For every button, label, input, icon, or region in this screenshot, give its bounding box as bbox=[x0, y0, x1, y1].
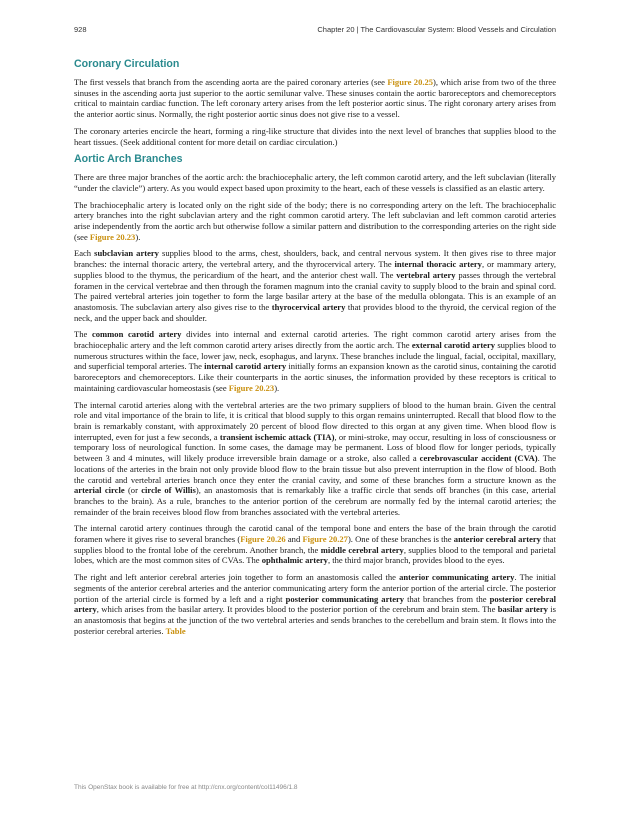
text-run: ). bbox=[135, 231, 141, 242]
key-term: thyrocervical artery bbox=[271, 301, 346, 312]
text-run: Each bbox=[74, 248, 95, 259]
text-run: ). bbox=[274, 382, 280, 393]
text-run: The first vessels that branch from the ascending aorta are the paired coronary arteries (see bbox=[74, 77, 388, 87]
text-run: is an anastomosis that begins at the junction of the two vertebral arteries and sends branches to the cerebellum and brain stem. It flows into the posterior cerebral arteries. bbox=[74, 604, 556, 636]
text-run: , which arises from the basilar artery. It provides blood to the posterior portion of the cerebrum and brain stem. The bbox=[96, 604, 498, 615]
paragraph bbox=[74, 523, 556, 566]
key-term: internal carotid artery bbox=[204, 361, 287, 372]
page-number: 928 bbox=[74, 25, 87, 34]
key-term: middle cerebral artery bbox=[320, 544, 404, 555]
paragraph bbox=[74, 77, 556, 120]
text-run: that branches from the bbox=[404, 593, 490, 604]
text-run: The brachiocephalic artery is located only on the right side of the body; there is no corresponding artery on the left. The brachiocephalic artery branches into the right subclavian artery and the right common carotid artery. The left subclavian and left common carotid arteries arise independently from the aortic arch but otherwise follow a similar pattern and distribution to the corresponding arteries on the right side (see bbox=[74, 199, 556, 242]
section-heading: Coronary Circulation bbox=[74, 58, 180, 70]
text-run: divides into internal and external carotid arteries. The right common carotid artery arises from the brachiocephalic artery and the left common carotid artery arises directly from the aortic arch. The bbox=[74, 329, 556, 351]
figure-link[interactable]: Table bbox=[165, 625, 186, 636]
paragraph bbox=[74, 248, 556, 323]
text-run: ). One of these branches is the bbox=[347, 534, 454, 545]
text-run: supplies blood to the arms, chest, shoulders, back, and central nervous system. It then gives rise to three major branches: the internal thoracic artery, the vertebral artery, and the thyrocervical artery. The bbox=[74, 248, 556, 270]
key-term: vertebral artery bbox=[396, 269, 456, 280]
figure-link[interactable]: Figure 20.27 bbox=[302, 534, 348, 545]
key-term: ophthalmic artery bbox=[261, 555, 328, 566]
text-run: , supplies blood to the temporal and parietal lobes, which are the most common sites of CVAs. The bbox=[74, 544, 557, 566]
text-run: initially forms an expansion known as the carotid sinus, containing the carotid baroreceptors and chemoreceptors. Like their counterparts in the aortic sinuses, the information provided by these receptors is critical to maintaining cardiovascular homeostasis (see bbox=[74, 361, 557, 393]
figure-link[interactable]: Figure 20.23 bbox=[228, 382, 275, 393]
section-heading: Aortic Arch Branches bbox=[74, 153, 183, 166]
paragraph bbox=[74, 400, 556, 518]
text-run: (or bbox=[124, 485, 142, 496]
text-run: that provides blood to the thyroid, the cervical region of the neck, and the upper back and shoulder. bbox=[74, 301, 557, 323]
paragraph bbox=[74, 572, 556, 636]
chapter-title: Chapter 20 | The Cardiovascular System: Blood Vessels and Circulation bbox=[317, 25, 556, 34]
text-run: , or mini-stroke, may occur, resulting in loss of consciousness or temporary loss of neurological function. In some cases, the damage may be permanent. Loss of blood flow for longer periods, typically between 3 and 4 minutes, will likely produce irreversible brain damage or a stroke, also called a bbox=[74, 431, 556, 464]
paragraph bbox=[74, 200, 556, 243]
text-run: The coronary arteries encircle the heart, forming a ring-like structure that divides into the next level of branches that supplies blood to the heart tissues. (Seek additional content for more detail on cardiac circulation.) bbox=[74, 125, 556, 147]
key-term: subclavian artery bbox=[94, 248, 159, 259]
text-run: . The locations of the arteries in the brain not only provide blood flow to the brain tissue but also prevent interruption in the flow of blood. Both the carotid and vertebral arteries branch once they enter the cranial cavity, and some of these branches form a structure known as the bbox=[74, 453, 556, 485]
figure-link[interactable]: Figure 20.26 bbox=[240, 534, 286, 545]
key-term: external carotid artery bbox=[411, 340, 496, 351]
text-run: ), which arise from two of the three sinuses in the ascending aorta just superior to the aortic semilunar valve. These sinuses contain the aortic baroreceptors and chemoreceptors critical to maintain cardiac function. The left coronary artery arises from the left posterior aortic sinus. The right coronary artery arises from the anterior aortic sinus. Normally, the right posterior aortic sinus does not give rise to a vessel. bbox=[74, 77, 556, 120]
key-term: internal thoracic artery bbox=[394, 259, 482, 270]
key-term: transient ischemic attack (TIA) bbox=[219, 431, 335, 442]
text-run: , the third major branch, provides blood to the eyes. bbox=[327, 555, 505, 566]
text-run: There are three major branches of the aortic arch: the brachiocephalic artery, the left common carotid artery, and the left subclavian (literally “under the clavicle”) artery. As you would expect based upon proximity to the heart, each of these vessels is classified as an elastic artery. bbox=[74, 172, 556, 193]
text-run: The internal carotid arteries along with the vertebral arteries are the two primary suppliers of blood to the human brain. Given the central role and vital importance of the brain to life, it is critical that blood supply to this organ remains uninterrupted. Recall that blood flow to the brain is remarkably constant, with approximately 20 percent of blood flow directed to this organ at any given time. When blood flow is interrupted, even for just a few seconds, a bbox=[74, 399, 556, 442]
main-content bbox=[74, 58, 556, 642]
key-term: arterial circle bbox=[74, 485, 125, 496]
paragraph bbox=[74, 329, 556, 393]
text-run: The internal carotid artery continues through the carotid canal of the temporal bone and enters the base of the brain through the carotid foramen where it gives rise to several branches ( bbox=[74, 523, 556, 545]
key-term: posterior communicating artery bbox=[285, 593, 405, 604]
key-term: posterior cerebral artery bbox=[74, 593, 557, 615]
key-term: basilar artery bbox=[497, 604, 548, 615]
text-run: passes through the vertebral foramen in the cervical vertebrae and then through the foramen magnum into the cranial cavity to supply blood to the brain and spinal cord. The paired vertebral arteries join together to form the large basilar artery at the base of the medulla oblongata. This is an example of an anastomosis. The subclavian artery also gives rise to the bbox=[74, 269, 556, 312]
text-run: supplies blood to numerous structures within the face, lower jaw, neck, esophagus, and larynx. These branches include the lingual, facial, occipital, maxillary, and superficial temporal arteries. The bbox=[74, 340, 556, 372]
key-term: common carotid artery bbox=[91, 329, 182, 340]
key-term: cerebrovascular accident (CVA) bbox=[419, 453, 538, 464]
figure-link[interactable]: Figure 20.23 bbox=[89, 231, 136, 242]
key-term: anterior communicating artery bbox=[399, 572, 515, 583]
text-run: The bbox=[74, 329, 92, 340]
text-run: The right and left anterior cerebral arteries join together to form an anastomosis called the bbox=[74, 572, 400, 583]
paragraph bbox=[74, 172, 556, 193]
text-run: that supplies blood to the frontal lobe of the cerebrum. Another branch, the bbox=[74, 534, 556, 555]
text-run: . The initial segments of the anterior cerebral arteries and the anterior communicating artery form the anterior portion of the arterial circle. The posterior portion of the arterial circle is formed by a left and a right bbox=[74, 572, 557, 604]
key-term: circle of Willis bbox=[141, 485, 196, 496]
figure-link[interactable]: Figure 20.25 bbox=[387, 77, 434, 87]
text-run: and bbox=[285, 534, 303, 545]
text-run: ), an anastomosis that is remarkably like a traffic circle that sends off branches (in this case, arterial branches to the brain). As a rule, branches to the anterior portion of the cerebrum are normally fed by the internal carotid arteries; the remainder of the brain receives blood flow from branches associated with the vertebral arteries. bbox=[74, 485, 556, 517]
footer-note: This OpenStax book is available for free at http://cnx.org/content/col11496/1.8 bbox=[74, 784, 298, 791]
text-run: , or mammary artery, supplies blood to the thymus, the pericardium of the heart, and the anterior chest wall. The bbox=[74, 259, 556, 280]
paragraph bbox=[74, 126, 556, 147]
key-term: anterior cerebral artery bbox=[453, 534, 541, 545]
